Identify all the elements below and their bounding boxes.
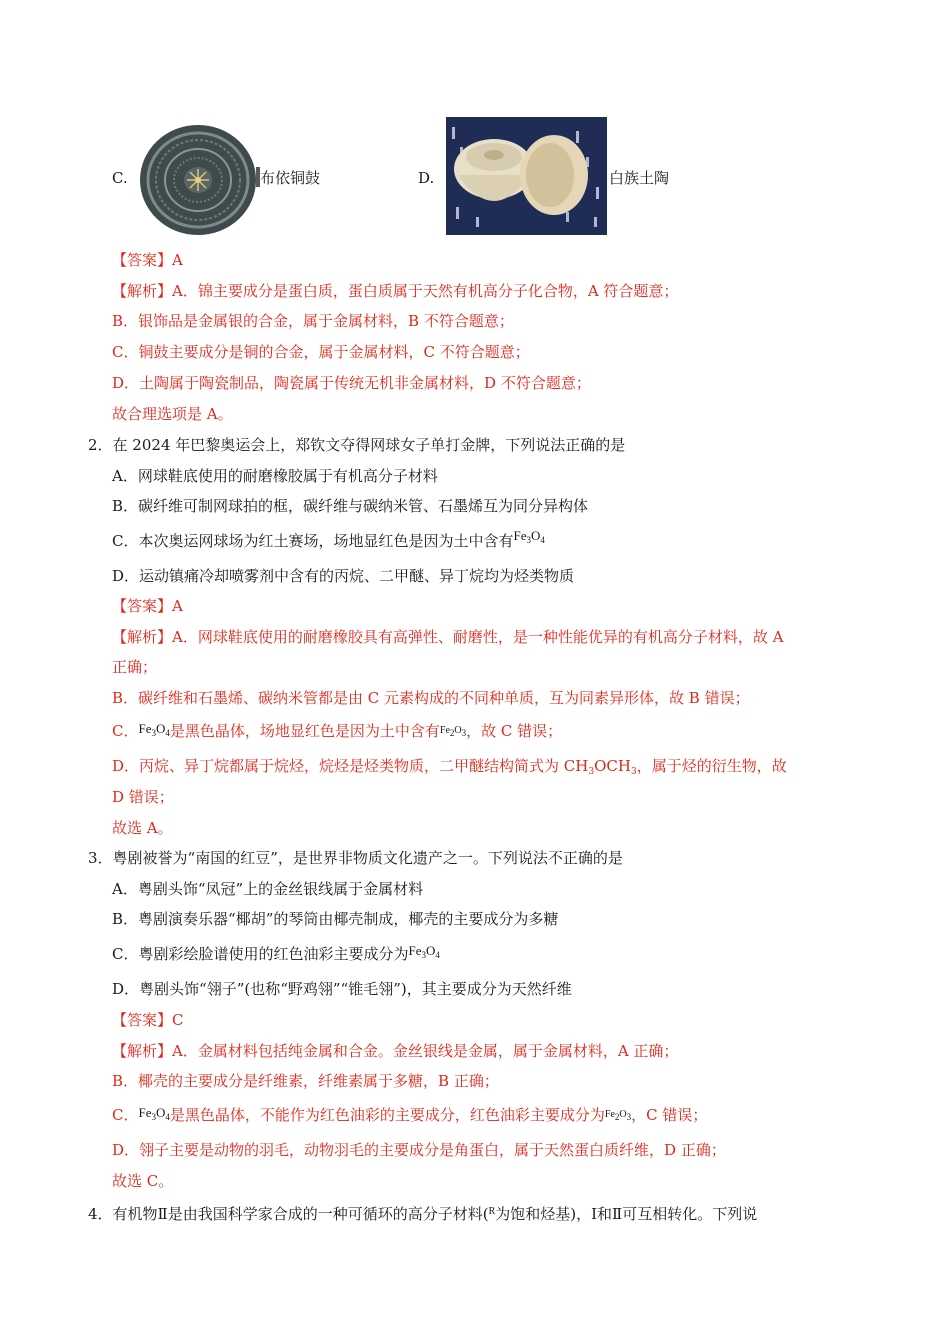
q1-analysis-d: D．土陶属于陶瓷制品，陶瓷属于传统无机非金属材料，D 不符合题意；	[112, 374, 591, 392]
q3-option-c: C．粤剧彩绘脸谱使用的红色油彩主要成分为$Fe_3O_4$	[112, 943, 440, 963]
q2-analysis-d1: D．丙烷、异丁烷都属于烷烃，烷烃是烃类物质，二甲醚结构简式为 $CH_3OCH_3$，属于烃的衍生物，故	[112, 757, 787, 777]
option-d-caption: 白族土陶	[609, 169, 670, 187]
q3-option-a: A．粤剧头饰“凤冠”上的金丝银线属于金属材料	[112, 880, 424, 898]
q2-answer: 【答案】A	[112, 597, 183, 615]
q2-analysis-d2: D 错误；	[112, 788, 174, 806]
q2-analysis-c: C．$Fe_3O_4$是黑色晶体，场地显红色是因为土中含有$^{Fe2O3}$，故 C 错误；	[112, 721, 563, 740]
q3-analysis-c: C．$Fe_3O_4$是黑色晶体，不能作为红色油彩的主要成分，红色油彩主要成分为$^{Fe2O3}$，C 错误；	[112, 1105, 708, 1124]
q3-option-d: D．粤剧头饰“翎子”(也称“野鸡翎”“锥毛翎”)，其主要成分为天然纤维	[112, 980, 572, 998]
earthenware-image	[446, 117, 607, 235]
q3-analysis-d: D．翎子主要是动物的羽毛，动物羽毛的主要成分是角蛋白，属于天然蛋白质纤维，D 正确；	[112, 1141, 726, 1159]
bronze-drum-image	[138, 122, 260, 238]
q2-option-a: A．网球鞋底使用的耐磨橡胶属于有机高分子材料	[112, 467, 438, 485]
q2-option-d: D．运动镇痛冷却喷雾剂中含有的丙烷、二甲醚、异丁烷均为烃类物质	[112, 567, 575, 585]
q3-conclusion: 故选 C。	[112, 1172, 174, 1190]
q1-conclusion: 故合理选项是 A。	[112, 405, 233, 423]
q2-conclusion: 故选 A。	[112, 819, 173, 837]
option-c-caption: 布依铜鼓	[260, 169, 321, 187]
fe2o3-formula: Fe2O3	[604, 1109, 632, 1122]
q2-analysis-a2: 正确；	[112, 658, 158, 676]
fe3o4-formula: $Fe_3O_4$	[138, 1105, 170, 1122]
option-c-letter: C.	[112, 169, 128, 187]
fe3o4-formula: $Fe_3O_4$	[408, 943, 440, 960]
q3-stem: 3．粤剧被誉为“南国的红豆”，是世界非物质文化遗产之一。下列说法不正确的是	[88, 849, 623, 867]
q2-option-c: C．本次奥运网球场为红土赛场，场地显红色是因为土中含有$Fe_3O_4$	[112, 528, 545, 550]
q1-analysis-b: B．银饰品是金属银的合金，属于金属材料，B 不符合题意；	[112, 312, 514, 330]
q2-analysis-a1: 【解析】A．网球鞋底使用的耐磨橡胶具有高弹性、耐磨性，是一种性能优异的有机高分子材料，故 A	[112, 628, 784, 646]
q4-stem: 4．有机物Ⅱ是由我国科学家合成的一种可循环的高分子材料($^R$为饱和烃基)，Ⅰ和Ⅱ可互相转化。下列说	[88, 1205, 758, 1223]
q1-analysis-c: C．铜鼓主要成分是铜的合金，属于金属材料，C 不符合题意；	[112, 343, 530, 361]
fe3o4-formula: $Fe_3O_4$	[513, 528, 545, 545]
q2-stem: 2．在 2024 年巴黎奥运会上，郑钦文夺得网球女子单打金牌，下列说法正确的是	[88, 436, 626, 454]
q2-analysis-b: B．碳纤维和石墨烯、碳纳米管都是由 C 元素构成的不同种单质，互为同素异形体，故 B 错误；	[112, 689, 750, 707]
q3-analysis-b: B．椰壳的主要成分是纤维素，纤维素属于多糖，B 正确；	[112, 1072, 499, 1090]
q1-answer: 【答案】A	[112, 251, 183, 269]
fe2o3-formula: Fe2O3	[439, 725, 467, 738]
q3-option-b: B．粤剧演奏乐器“椰胡”的琴筒由椰壳制成，椰壳的主要成分为多糖	[112, 910, 559, 928]
q3-analysis-a: 【解析】A．金属材料包括纯金属和合金。金丝银线是金属，属于金属材料，A 正确；	[112, 1042, 679, 1060]
q2-option-b: B．碳纤维可制网球拍的框，碳纤维与碳纳米管、石墨烯互为同分异构体	[112, 497, 589, 515]
q3-answer: 【答案】C	[112, 1011, 184, 1029]
q1-analysis-a: 【解析】A．锦主要成分是蛋白质，蛋白质属于天然有机高分子化合物，A 符合题意；	[112, 282, 679, 300]
fe3o4-formula: $Fe_3O_4$	[138, 721, 170, 738]
option-d-letter: D.	[418, 169, 435, 187]
